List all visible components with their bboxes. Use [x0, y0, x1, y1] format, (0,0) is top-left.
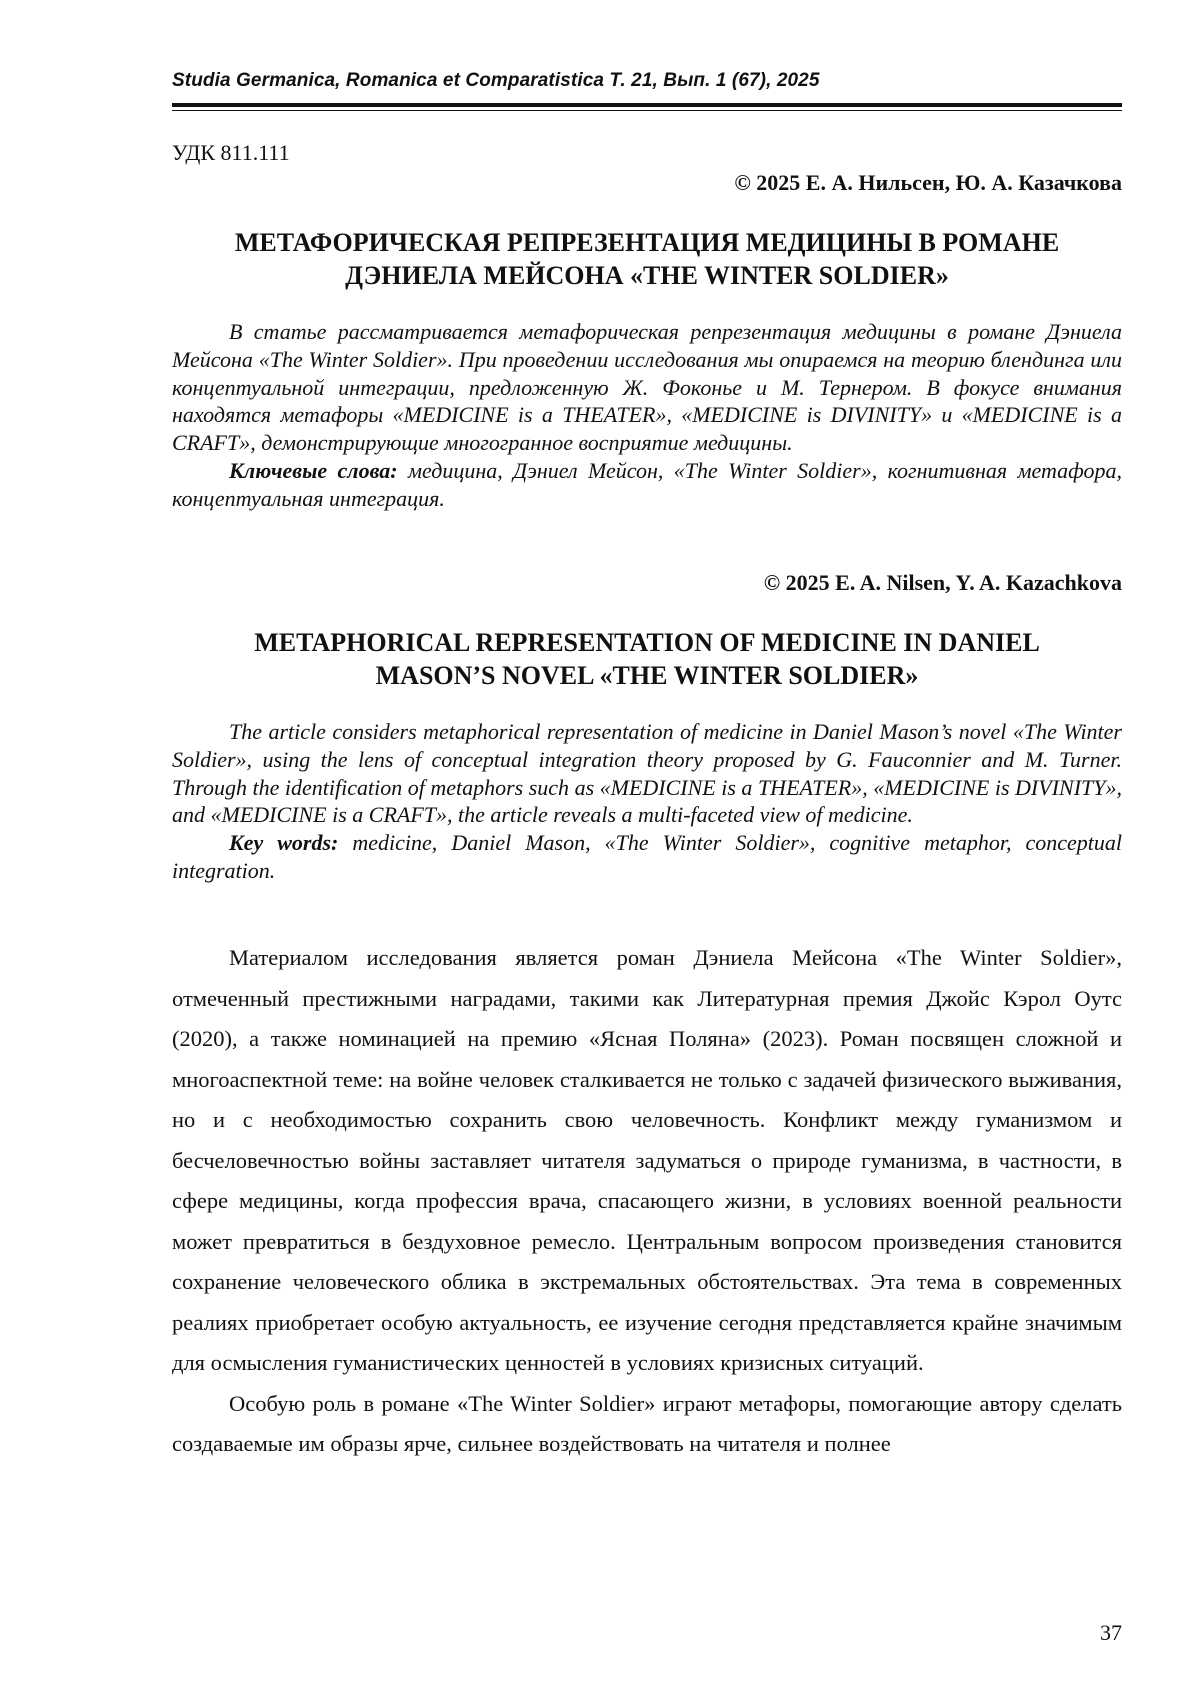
- title-english: [172, 626, 1122, 692]
- title-russian-line-1: МЕТАФОРИЧЕСКАЯ РЕПРЕЗЕНТАЦИЯ МЕДИЦИНЫ В РОМАНЕ: [234, 228, 1060, 257]
- title-russian: [172, 226, 1122, 292]
- udk-code: УДК 811.111: [172, 140, 290, 165]
- header-rule-thin: [172, 110, 1122, 111]
- keywords-russian-list: медицина, Дэниел Мейсон, «The Winter Soldier», когнитивная метафора, концептуальная интеграция.: [172, 457, 1122, 511]
- header-rule-thick: [172, 103, 1122, 107]
- keywords-english: [172, 829, 1122, 885]
- title-english-line-1: METAPHORICAL REPRESENTATION OF MEDICINE IN DANIEL: [254, 628, 1040, 657]
- keywords-english-label: Key words:: [229, 830, 339, 856]
- title-russian-line-2: ДЭНИЕЛА МЕЙСОНА «THE WINTER SOLDIER»: [345, 261, 949, 290]
- running-head: Studia Germanica, Romanica et Comparatistica Т. 21, Вып. 1 (67), 2025: [172, 70, 820, 91]
- abstract-english: [172, 718, 1122, 885]
- authors-english: © 2025 E. A. Nilsen, Y. A. Kazachkova: [763, 570, 1122, 595]
- keywords-russian-label: Ключевые слова:: [229, 457, 398, 483]
- body-text: [172, 938, 1122, 1465]
- authors-russian: © 2025 Е. А. Нильсен, Ю. А. Казачкова: [734, 170, 1122, 195]
- body-paragraph: Особую роль в романе «The Winter Soldier» играют метафоры, помогающие автору сделать создаваемые им образы ярче, сильнее воздействовать на читателя и полнее: [172, 1390, 1122, 1456]
- abstract-russian-text: В статье рассматривается метафорическая репрезентация медицины в романе Дэниела Мейсона «The Winter Soldier». При проведении исследования мы опираемся на теорию блендинга или концептуальной интеграции, предложенную Ж. Фоконье и М. Тернером. В фокусе внимания находятся метафоры «MEDICINE is a THEATER», «MEDICINE is DIVINITY» и «MEDICINE is a CRAFT», демонстрирующие многогранное восприятие медицины.: [172, 319, 1122, 456]
- title-english-line-2: MASON’S NOVEL «THE WINTER SOLDIER»: [375, 661, 919, 690]
- keywords-russian: [172, 457, 1122, 513]
- abstract-russian: [172, 318, 1122, 513]
- abstract-english-text: The article considers metaphorical representation of medicine in Daniel Mason’s novel «The Winter Soldier», using the lens of conceptual integration theory proposed by G. Fauconnier and M. Turner. Through the identification of metaphors such as «MEDICINE is a THEATER», «MEDICINE is DIVINITY», and «MEDICINE is a CRAFT», the article reveals a multi-faceted view of medicine.: [172, 719, 1122, 828]
- body-paragraph: Материалом исследования является роман Дэниела Мейсона «The Winter Soldier», отмеченный престижными наградами, такими как Литературная премия Джойс Кэрол Оутс (2020), а также номинацией на премию «Ясная Поляна» (2023). Роман посвящен сложной и многоаспектной теме: на войне человек сталкивается не только с задачей физического выживания, но и с необходимостью сохранить свою человечность. Конфликт между гуманизмом и бесчеловечностью войны заставляет читателя задуматься о природе гуманизма, в частности, в сфере медицины, когда профессия врача, спасающего жизни, в условиях военной реальности может превратиться в бездуховное ремесло. Центральным вопросом произведения становится сохранение человеческого облика в экстремальных обстоятельствах. Эта тема в современных реалиях приобретает особую актуальность, ее изучение сегодня представляется крайне значимым для осмысления гуманистических ценностей в условиях кризисных ситуаций.: [172, 945, 1122, 1375]
- page-number: 37: [1100, 1620, 1122, 1645]
- keywords-english-list: medicine, Daniel Mason, «The Winter Soldier», cognitive metaphor, conceptual integration.: [172, 830, 1123, 883]
